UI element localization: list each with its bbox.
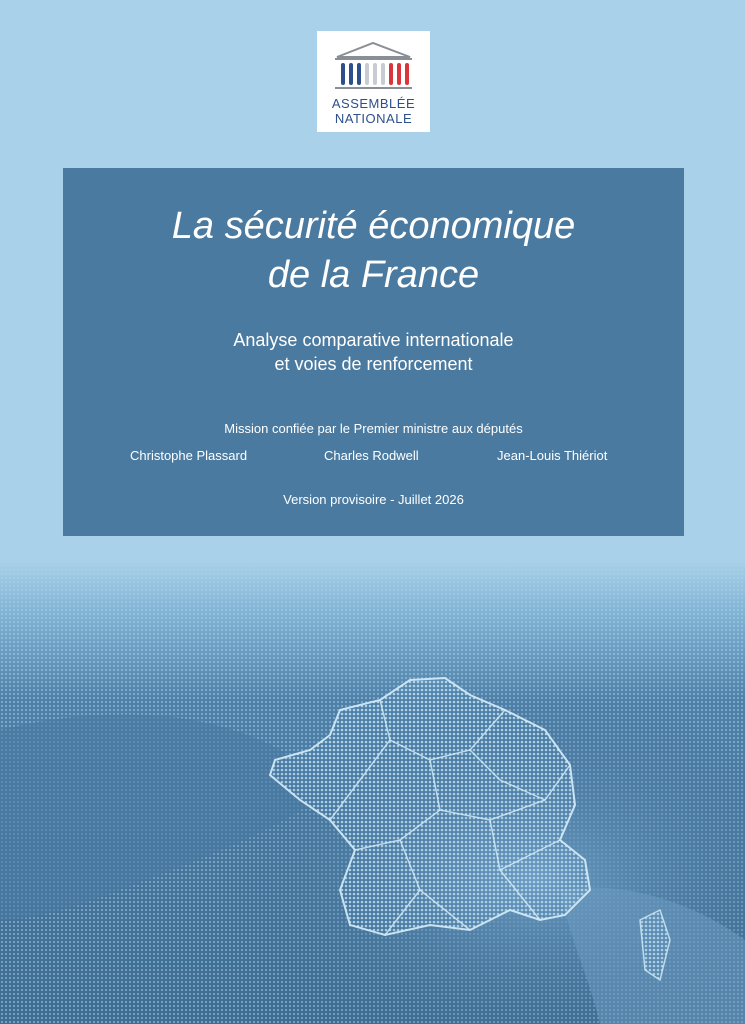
assemblee-nationale-logo bbox=[317, 31, 430, 132]
document-subtitle bbox=[63, 328, 684, 376]
author-name: Charles Rodwell bbox=[324, 448, 419, 463]
author-name: Christophe Plassard bbox=[130, 448, 248, 463]
subtitle-line-1: Analyse comparative internationale bbox=[233, 330, 514, 350]
france-map-image bbox=[0, 560, 745, 1024]
logo-line-2: NATIONALE bbox=[334, 111, 413, 126]
logo-line-1: ASSEMBLÉE bbox=[331, 96, 416, 111]
mission-statement: Mission confiée par le Premier ministre aux députés bbox=[224, 421, 523, 436]
version-label: Version provisoire - Juillet 2026 bbox=[283, 492, 464, 507]
title-line-1: La sécurité économique bbox=[171, 205, 576, 247]
title-line-2: de la France bbox=[267, 254, 480, 296]
author-name: Jean-Louis Thiériot bbox=[497, 448, 608, 463]
document-title bbox=[63, 202, 684, 300]
subtitle-line-2: et voies de renforcement bbox=[274, 354, 473, 374]
title-panel bbox=[63, 168, 684, 536]
hemicycle-icon bbox=[317, 31, 430, 97]
